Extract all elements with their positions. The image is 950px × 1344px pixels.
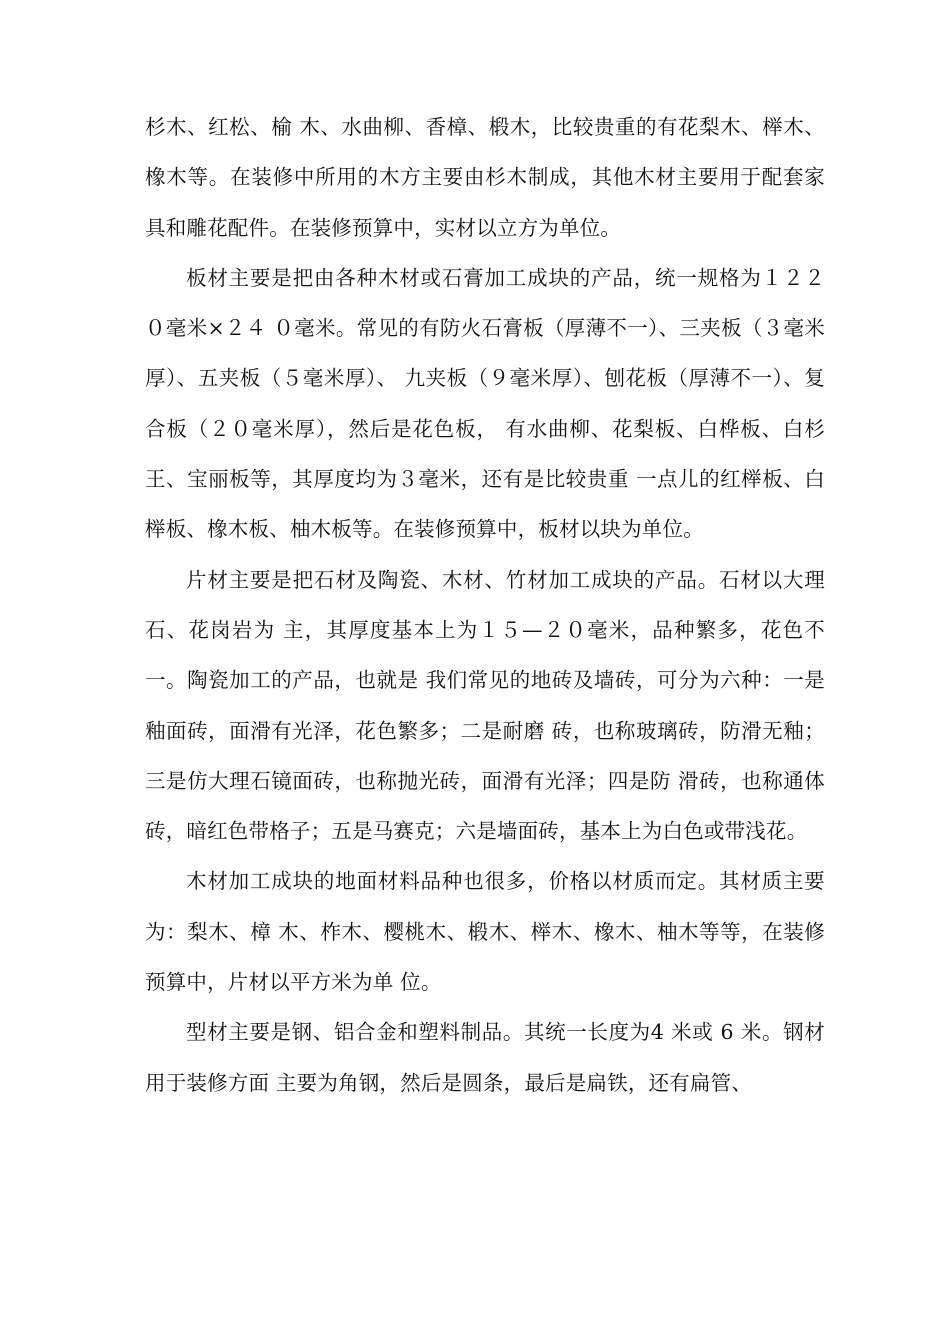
paragraph-1: 杉木、红松、榆 木、水曲柳、香樟、椴木，比较贵重的有花梨木、榉木、橡木等。在装修中所用的木方主要由杉木制成，其他木材主要用于配套家具和雕花配件。在装修预算中，实材以立方为单位。 [145,115,825,240]
paragraph-2: 板材主要是把由各种木材或石膏加工成块的产品，统一规格为１２２０毫米×２４ ０毫米。常见的有防火石膏板（厚薄不一）、三夹板（３毫米厚）、五夹板（５毫米厚）、 九夹板（９毫米厚）、刨花板（厚薄不一）、复合板（２０毫米厚），然后是花色板， 有水曲柳、花梨板、白桦板、白杉王、宝丽板等，其厚度均为３毫米，还有是比较贵重 一点儿的红榉板、白榉板、橡木板、柚木板等。在装修预算中，板材以块为单位。 [145,265,825,542]
paragraph-4: 木材加工成块的地面材料品种也很多，价格以材质而定。其材质主要为：梨木、樟 木、柞木、樱桃木、椴木、榉木、橡木、柚木等等，在装修预算中，片材以平方米为单 位。 [145,869,825,995]
paragraph-5: 型材主要是钢、铝合金和塑料制品。其统一长度为4 米或 6 米。钢材用于装修方面 主要为角钢，然后是圆条，最后是扁铁，还有扁管、 [145,1020,825,1095]
paragraph-3: 片材主要是把石材及陶瓷、木材、竹材加工成块的产品。石材以大理石、花岗岩为 主，其厚度基本上为１５—２０毫米，品种繁多，花色不一。陶瓷加工的产品，也就是 我们常见的地砖及墙砖，可分为六种：一是釉面砖，面滑有光泽，花色繁多；二是耐磨 砖，也称玻璃砖，防滑无釉；三是仿大理石镜面砖，也称抛光砖，面滑有光泽；四是防 滑砖，也称通体砖，暗红色带格子；五是马赛克；六是墙面砖，基本上为白色或带浅花。 [145,567,825,844]
body-text [145,102,825,1108]
